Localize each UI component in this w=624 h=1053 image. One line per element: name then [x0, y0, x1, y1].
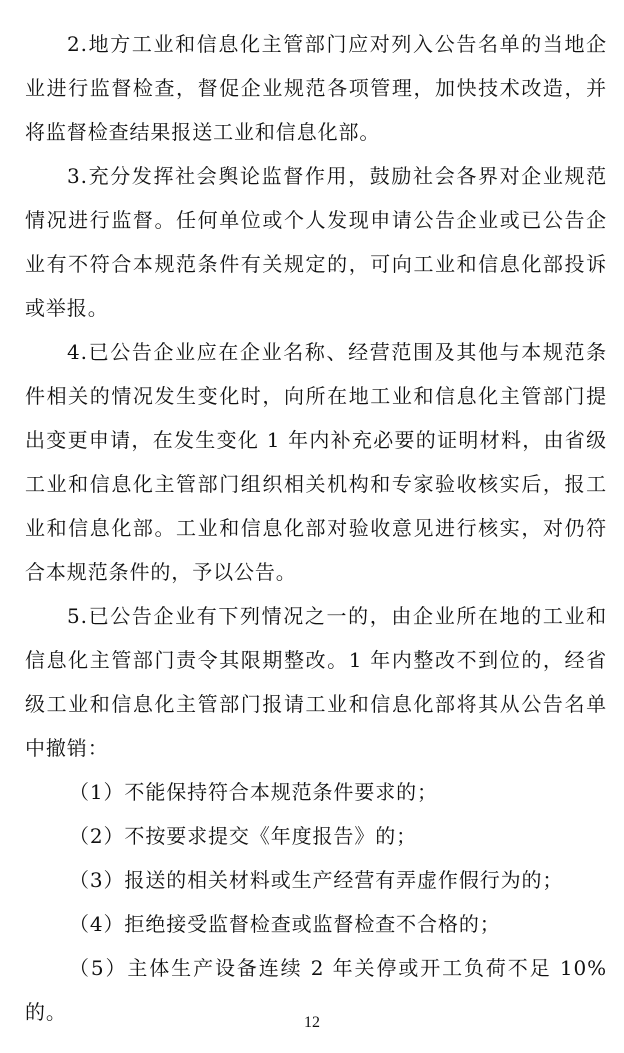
list-item-5: （5）主体生产设备连续 2 年关停或开工负荷不足 10%的。: [25, 956, 607, 1024]
document-body: [25, 22, 607, 1034]
paragraph-5: 5.已公告企业有下列情况之一的，由企业所在地的工业和信息化主管部门责令其限期整改。1 年内整改不到位的，经省级工业和信息化主管部门报请工业和信息化部将其从公告名单中撤销：: [25, 604, 607, 760]
page-number: 12: [304, 1014, 320, 1031]
list-item-3: （3）报送的相关材料或生产经营有弄虚作假行为的；: [69, 868, 564, 892]
list-item-1: （1）不能保持符合本规范条件要求的；: [69, 780, 438, 804]
paragraph-3: 3.充分发挥社会舆论监督作用，鼓励社会各界对企业规范情况进行监督。任何单位或个人发现申请公告企业或已公告企业有不符合本规范条件有关规定的，可向工业和信息化部投诉或举报。: [25, 164, 607, 320]
paragraph-2: 2.地方工业和信息化主管部门应对列入公告名单的当地企业进行监督检查，督促企业规范各项管理，加快技术改造，并将监督检查结果报送工业和信息化部。: [25, 32, 607, 144]
list-item-2: （2）不按要求提交《年度报告》的；: [69, 824, 418, 848]
list-item-4: （4）拒绝接受监督检查或监督检查不合格的；: [69, 912, 501, 936]
paragraph-4: 4.已公告企业应在企业名称、经营范围及其他与本规范条件相关的情况发生变化时，向所在地工业和信息化主管部门提出变更申请，在发生变化 1 年内补充必要的证明材料，由省级工业和信息化主管部门组织相关机构和专家验收核实后，报工业和信息化部。工业和信息化部对验收意见进行核实，对仍符合本规范条件的，予以公告。: [25, 340, 607, 584]
